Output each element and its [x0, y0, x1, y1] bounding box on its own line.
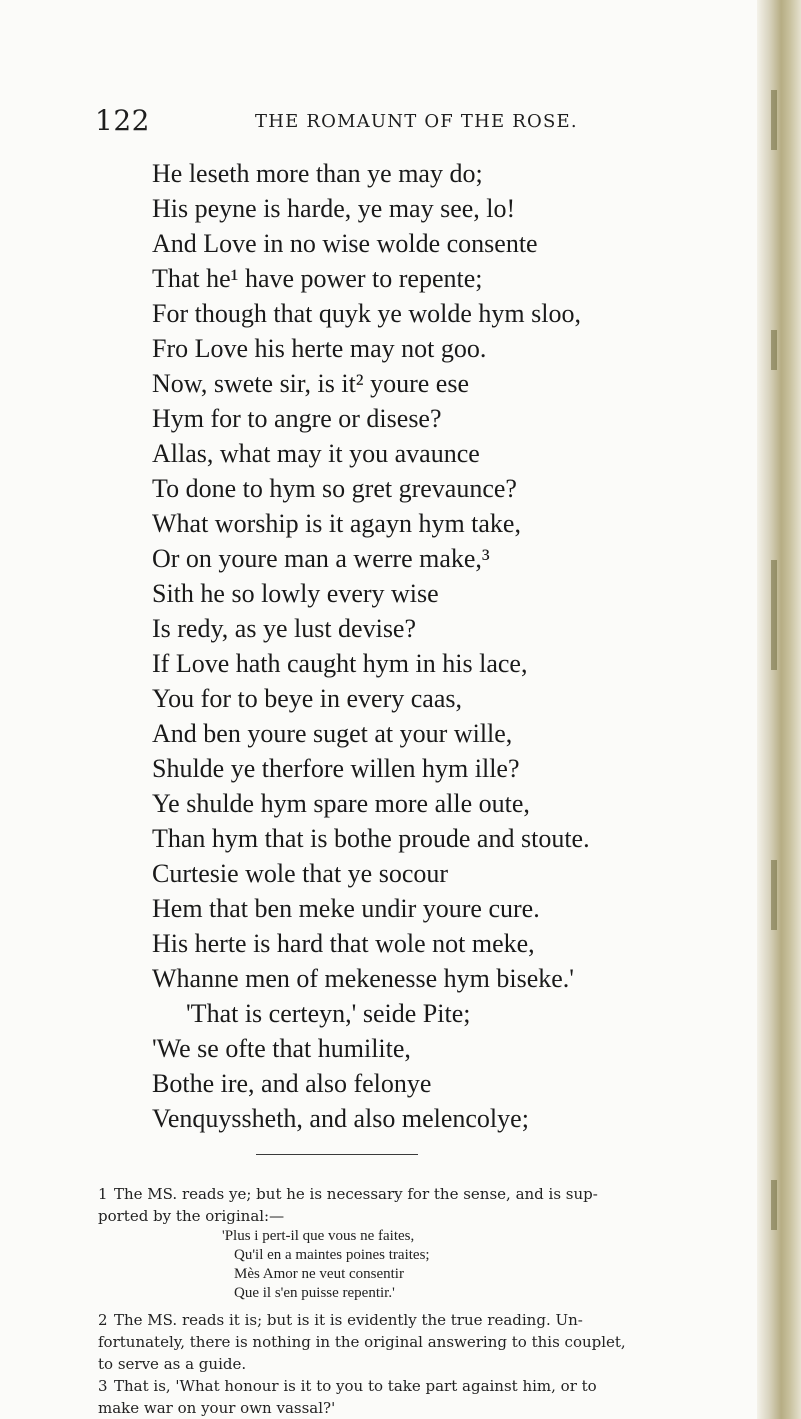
verse-line: Is redy, as ye lust devise?	[152, 614, 417, 643]
verse-line: Fro Love his herte may not goo.	[152, 334, 487, 363]
verse-line: Hym for to angre or disese?	[152, 404, 442, 433]
footnote-line: fortunately, there is nothing in the original answering to this couplet,	[98, 1333, 626, 1351]
verse-line: He leseth more than ye may do;	[152, 159, 483, 188]
footnote-line: make war on your own vassal?'	[98, 1399, 336, 1417]
verse-line: For though that quyk ye wolde hym sloo,	[152, 299, 581, 328]
verse-line: To done to hym so gret grevaunce?	[152, 474, 517, 503]
verse-line: That he¹ have power to repente;	[152, 264, 483, 293]
footnote-text: The MS. reads ye; but he is necessary for the sense, and is sup-	[114, 1185, 598, 1203]
running-head	[95, 104, 715, 138]
footnote-line	[98, 1375, 748, 1397]
verse-line: Sith he so lowly every wise	[152, 579, 439, 608]
footnotes	[98, 1183, 748, 1419]
verse-line: Shulde ye therfore willen hym ille?	[152, 754, 520, 783]
verse-line: Than hym that is bothe proude and stoute.	[152, 824, 590, 853]
footnote-text: The MS. reads it is; but is it is evidently the true reading. Un-	[114, 1311, 583, 1329]
verse-line: 'That is certeyn,' seide Pite;	[186, 999, 471, 1028]
footnote-line	[98, 1183, 748, 1205]
verse-line: And ben youre suget at your wille,	[152, 719, 513, 748]
verse-line: Allas, what may it you avaunce	[152, 439, 480, 468]
verse-line: If Love hath caught hym in his lace,	[152, 649, 528, 678]
verse-line: What worship is it agayn hym take,	[152, 509, 521, 538]
page-number: 122	[95, 104, 150, 137]
footnote-line	[98, 1309, 748, 1331]
footnote-number: 3	[98, 1377, 108, 1395]
verse-line: His herte is hard that wole not meke,	[152, 929, 535, 958]
footnote-number: 1	[98, 1185, 108, 1203]
quote-line: Que il s'en puisse repentir.'	[234, 1285, 395, 1301]
footnote-1	[98, 1183, 748, 1303]
footnote-separator-rule	[256, 1154, 418, 1155]
quote-line: Qu'il en a maintes poines traites;	[234, 1247, 430, 1263]
running-title: THE ROMAUNT OF THE ROSE.	[255, 111, 578, 132]
verse-line: Bothe ire, and also felonye	[152, 1069, 432, 1098]
verse-line: Now, swete sir, is it² youre ese	[152, 369, 470, 398]
footnote-text: That is, 'What honour is it to you to take part against him, or to	[114, 1377, 597, 1395]
quote-line: 'Plus i pert-il que vous ne faites,	[222, 1228, 415, 1244]
poem-text	[152, 156, 792, 1136]
verse-line: Or on youre man a werre make,³	[152, 544, 490, 573]
verse-line: His peyne is harde, ye may see, lo!	[152, 194, 516, 223]
verse-line: Hem that ben meke undir youre cure.	[152, 894, 540, 923]
quote-line: Mès Amor ne veut consentir	[234, 1266, 404, 1282]
original-french-quote	[98, 1227, 748, 1303]
verse-line: And Love in no wise wolde consente	[152, 229, 538, 258]
verse-line: Venquyssheth, and also melencolye;	[152, 1104, 529, 1133]
verse-line: Ye shulde hym spare more alle oute,	[152, 789, 530, 818]
edge-ink-mark	[771, 90, 777, 150]
edge-ink-mark	[771, 1180, 777, 1230]
footnote-2	[98, 1309, 748, 1375]
verse-line: Curtesie wole that ye socour	[152, 859, 449, 888]
footnote-line: ported by the original:—	[98, 1207, 285, 1225]
verse-line: You for to beye in every caas,	[152, 684, 462, 713]
footnote-3	[98, 1375, 748, 1419]
verse-line: 'We se ofte that humilite,	[152, 1034, 411, 1063]
verse-line: Whanne men of mekenesse hym biseke.'	[152, 964, 574, 993]
footnote-line: to serve as a guide.	[98, 1355, 247, 1373]
footnote-number: 2	[98, 1311, 108, 1329]
